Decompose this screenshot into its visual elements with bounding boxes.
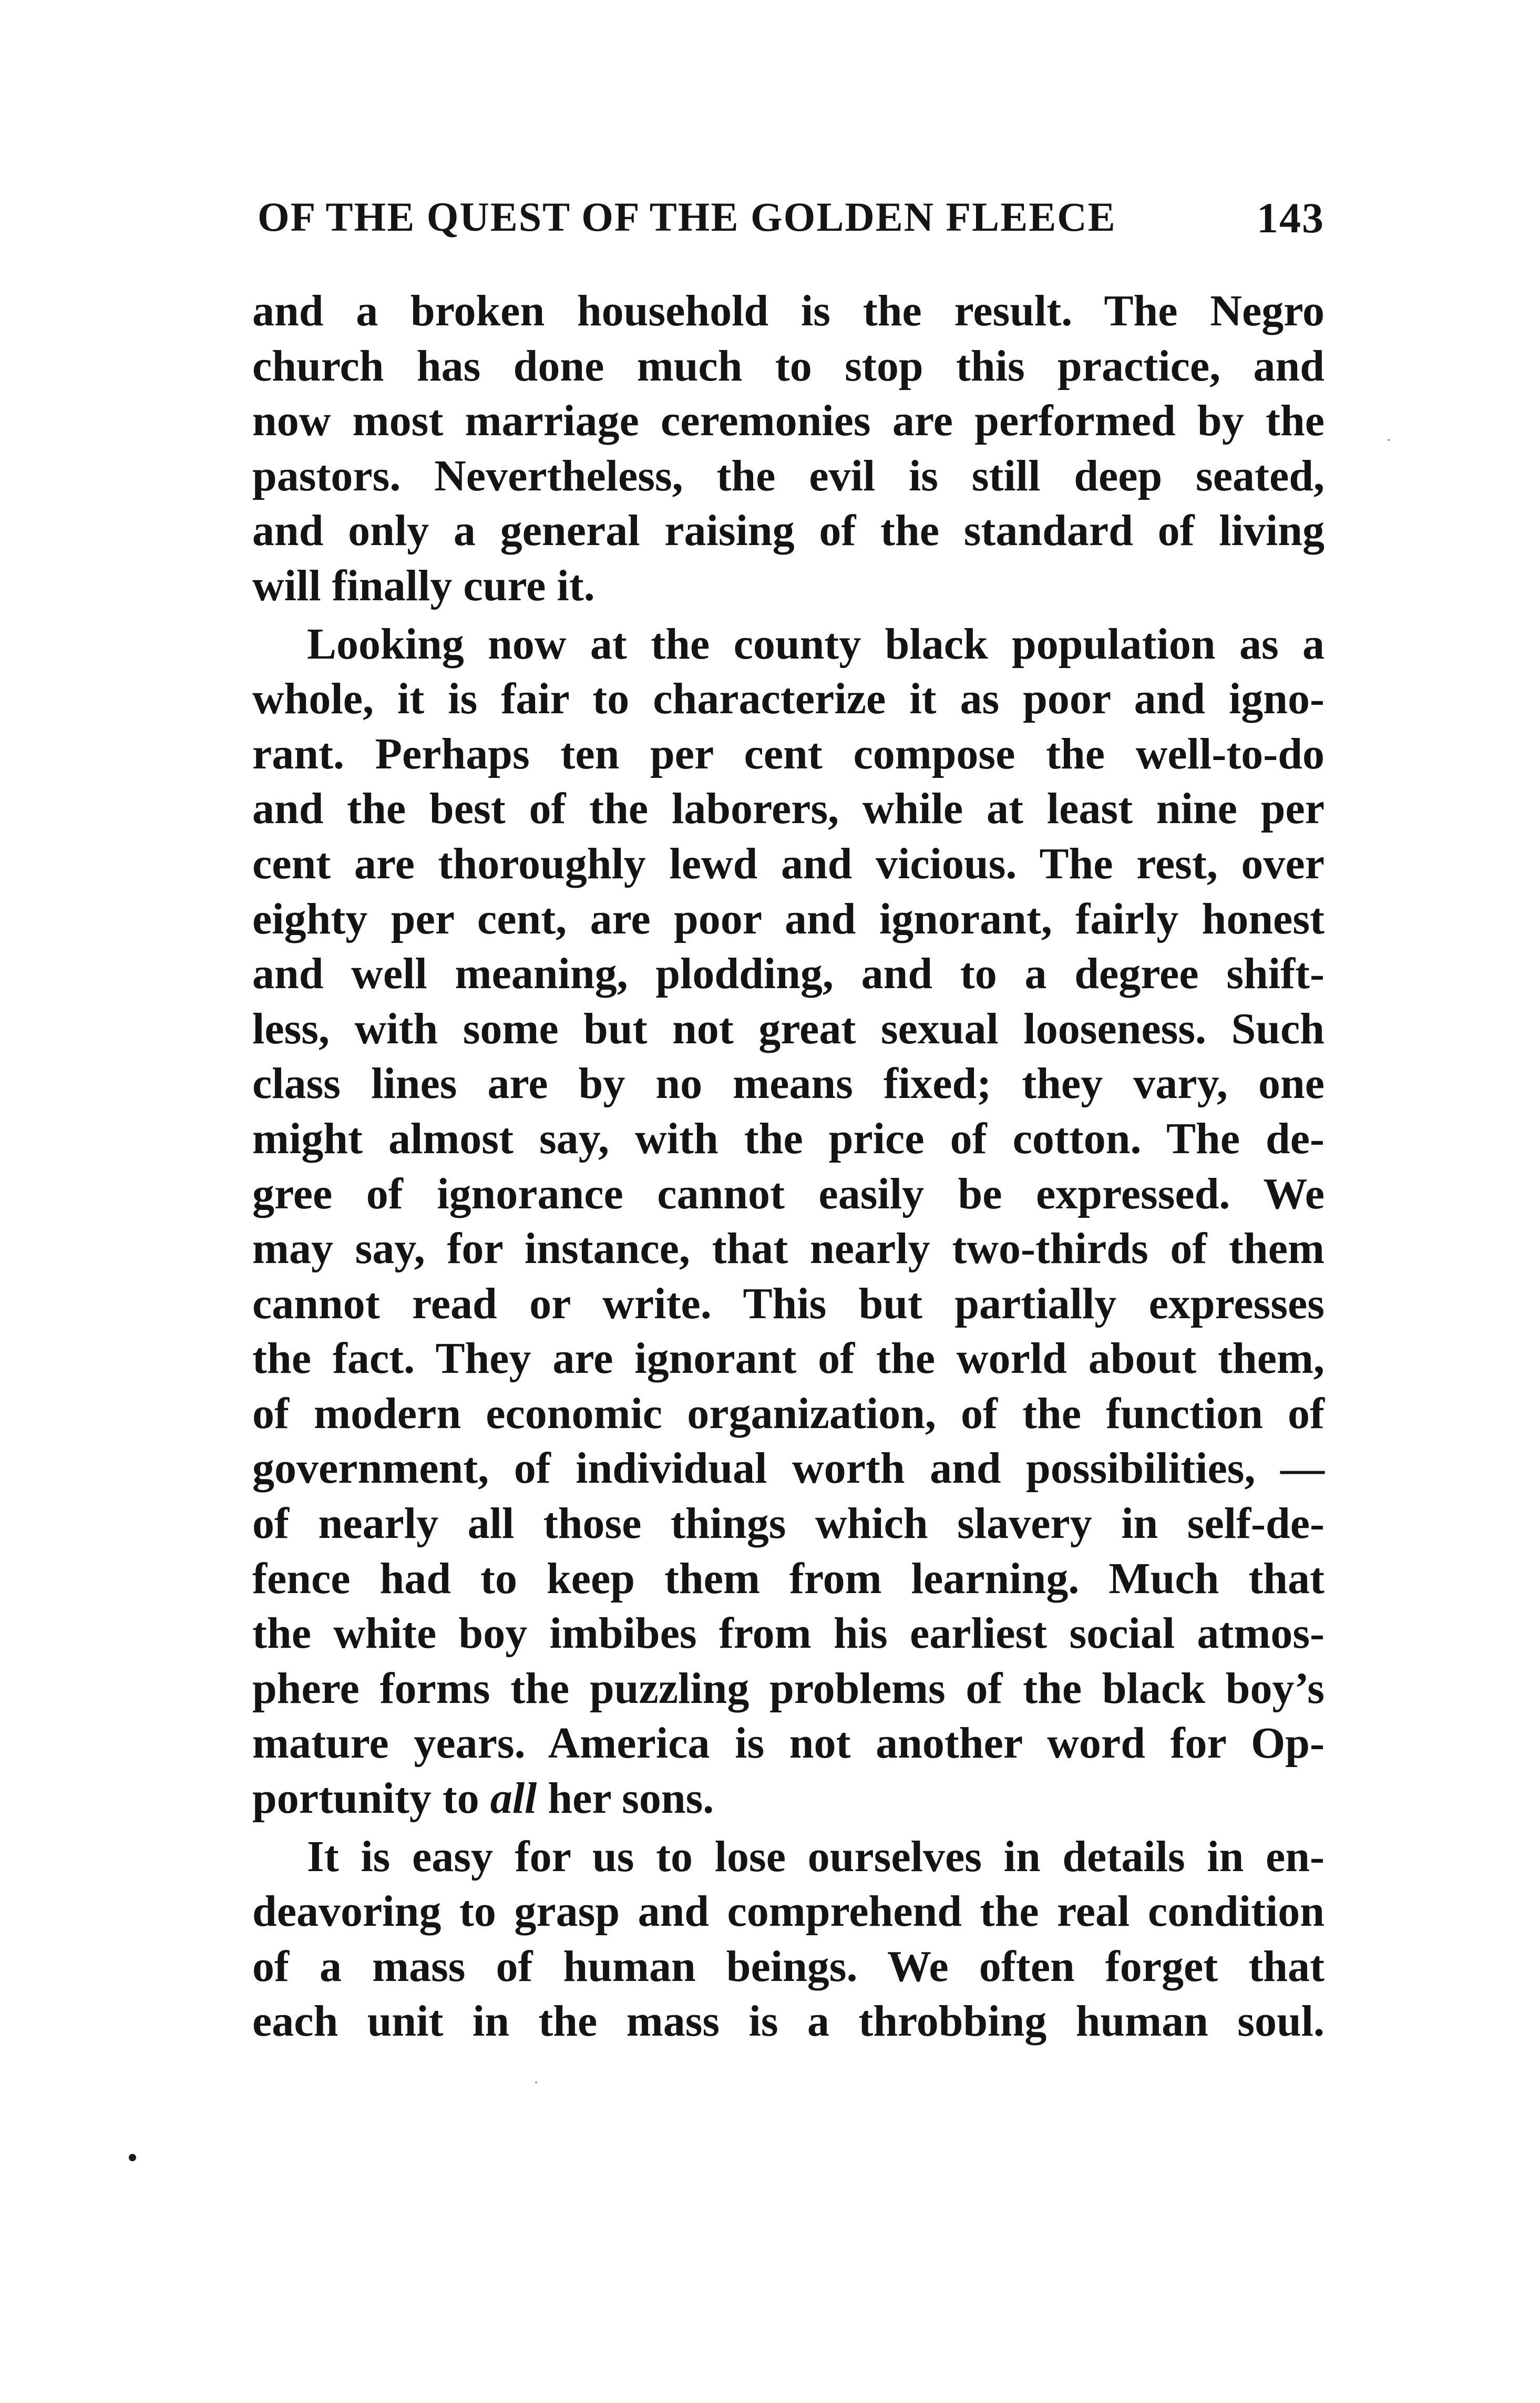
text-line: whole, it is fair to characterize it as poor and igno- [252,674,1325,724]
text-line: may say, for instance, that nearly two-thirds of them [252,1224,1325,1274]
text-line: of modern economic organization, of the function of [252,1389,1325,1438]
text-line: eighty per cent, are poor and ignorant, fairly honest [252,894,1325,943]
text-line-with-italic [252,1771,1325,1826]
text-line: mature years. America is not another word for Op- [252,1719,1325,1768]
text-line: of nearly all those things which slavery in self-de- [252,1499,1325,1548]
text-line: class lines are by no means fixed; they vary, one [252,1059,1325,1108]
body-text [252,284,1325,2049]
italic-word: all [490,1774,537,1823]
text-line: phere forms the puzzling problems of the black boy’s [252,1663,1325,1713]
text-line: now most marriage ceremonies are performed by the [252,396,1325,446]
text-line: church has done much to stop this practice, and [252,341,1325,391]
text-line: the white boy imbibes from his earliest social atmos- [252,1609,1325,1658]
print-speck [129,2154,136,2161]
print-speck [1388,439,1390,441]
text-line: and only a general raising of the standard of living [252,506,1325,556]
running-title: OF THE QUEST OF THE GOLDEN FLEECE [258,194,1116,240]
text-line: of a mass of human beings. We often forget that [252,1942,1325,1991]
text-line: deavoring to grasp and comprehend the real condition [252,1887,1325,1936]
text-line: and a broken household is the result. The Negro [252,286,1325,335]
text-segment: portunity to [252,1774,490,1823]
text-line: government, of individual worth and possibilities, — [252,1444,1325,1493]
text-line: rant. Perhaps ten per cent compose the well-to-do [252,729,1325,778]
text-line: and well meaning, plodding, and to a degree shift- [252,949,1325,999]
text-line: cent are thoroughly lewd and vicious. The rest, over [252,839,1325,888]
text-line: Looking now at the county black population as a [307,619,1325,669]
text-line: It is easy for us to lose ourselves in details in en- [307,1832,1325,1881]
print-speck [535,2081,537,2083]
text-line: cannot read or write. This but partially expresses [252,1279,1325,1328]
page-header [258,193,1325,251]
text-line: will finally cure it. [252,561,595,610]
page-number: 143 [1257,194,1325,242]
text-line: gree of ignorance cannot easily be expressed. We [252,1169,1325,1218]
text-line: each unit in the mass is a throbbing human soul. [252,1997,1325,2046]
text-line: fence had to keep them from learning. Much that [252,1554,1325,1603]
text-line: and the best of the laborers, while at least nine per [252,784,1325,834]
text-line: the fact. They are ignorant of the world about them, [252,1334,1325,1383]
text-segment: her sons. [537,1774,714,1823]
text-line: less, with some but not great sexual looseness. Such [252,1004,1325,1053]
text-line: pastors. Nevertheless, the evil is still deep seated, [252,451,1325,500]
text-line: might almost say, with the price of cotton. The de- [252,1114,1325,1163]
